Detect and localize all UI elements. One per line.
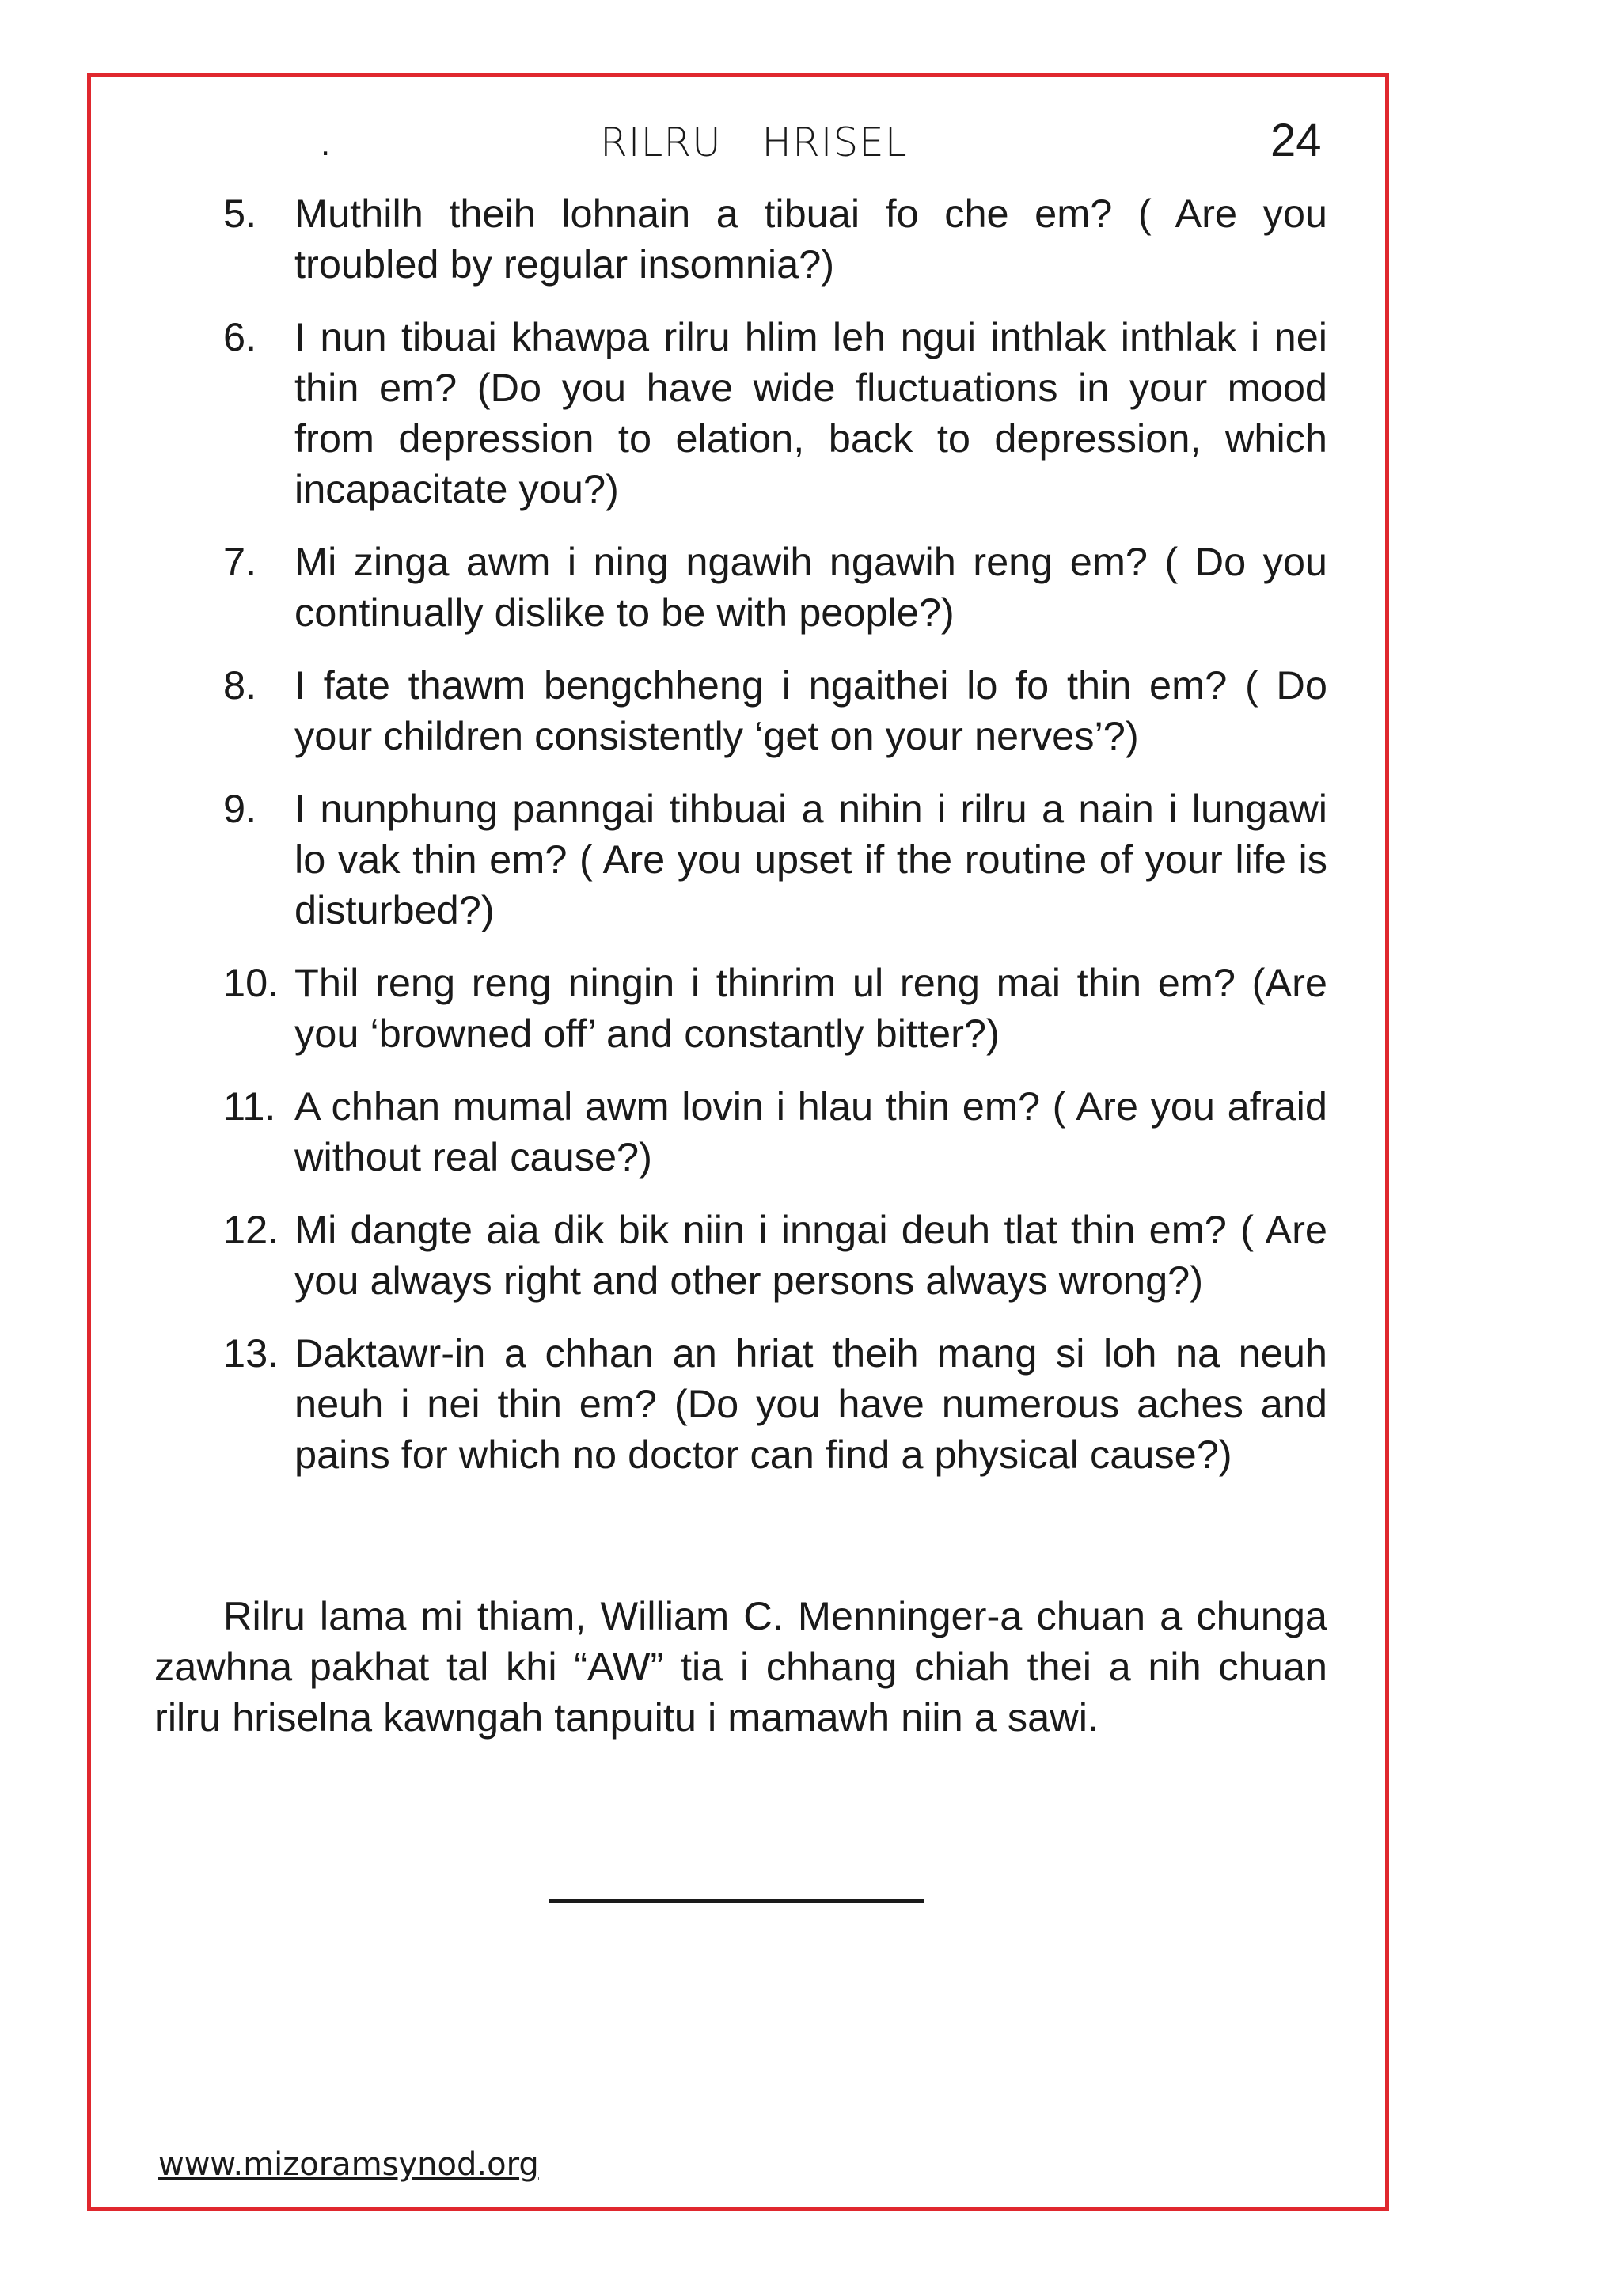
question-number: 13. — [223, 1330, 279, 1376]
question-text: Mi dangte aia dik bik niin i inngai deuh tlat thin em? ( Are you always right and other persons always wrong?) — [294, 1207, 1327, 1303]
question-item-12 — [223, 1205, 1327, 1306]
closing-paragraph: Rilru lama mi thiam, William C. Menninger-a chuan a chunga zawhna pakhat tal khi “AW” tia i chhang chiah thei a nih chuan rilru hriselna kawngah tanpuitu i mamawh niin a sawi. — [154, 1593, 1327, 1740]
question-number: 10. — [223, 960, 279, 1005]
section-separator-line — [549, 1899, 924, 1903]
question-text: I fate thawm bengchheng i ngaithei lo fo thin em? ( Do your children consistently ‘get on your nerves’?) — [294, 662, 1327, 758]
question-list — [223, 188, 1327, 1502]
question-item-11 — [223, 1081, 1327, 1182]
question-item-9 — [223, 784, 1327, 935]
website-link[interactable]: www.mizoramsynod.org — [158, 2146, 539, 2183]
page-number: 24 — [1270, 115, 1322, 166]
header-dot: . — [321, 124, 331, 163]
question-item-7 — [223, 537, 1327, 638]
question-text: Mi zinga awm i ning ngawih ngawih reng em? ( Do you continually dislike to be with people?) — [294, 539, 1327, 635]
question-item-6 — [223, 312, 1327, 514]
question-text: Thil reng reng ningin i thinrim ul reng mai thin em? (Are you ‘browned off’ and constantly bitter?) — [294, 960, 1327, 1056]
question-item-10 — [223, 958, 1327, 1059]
question-text: A chhan mumal awm lovin i hlau thin em? ( Are you afraid without real cause?) — [294, 1083, 1327, 1179]
question-number: 6. — [223, 314, 257, 359]
question-number: 11. — [223, 1083, 276, 1129]
question-text: Muthilh theih lohnain a tibuai fo che em? ( Are you troubled by regular insomnia?) — [294, 191, 1327, 287]
question-number: 12. — [223, 1207, 279, 1252]
question-number: 8. — [223, 662, 257, 708]
question-number: 5. — [223, 191, 257, 236]
question-text: Daktawr-in a chhan an hriat theih mang si loh na neuh neuh i nei thin em? (Do you have numerous aches and pains for which no doctor can find a physical cause?) — [294, 1330, 1327, 1477]
running-title: RILRU HRISEL — [600, 120, 908, 165]
question-text: I nun tibuai khawpa rilru hlim leh ngui inthlak inthlak i nei thin em? (Do you have wide fluctuations in your mood from depression to elation, back to depression, which incapacitate you?) — [294, 314, 1327, 511]
question-item-5 — [223, 188, 1327, 290]
question-item-8 — [223, 660, 1327, 761]
question-item-13 — [223, 1328, 1327, 1480]
question-text: I nunphung panngai tihbuai a nihin i rilru a nain i lungawi lo vak thin em? ( Are you upset if the routine of your life is disturbed?) — [294, 786, 1327, 932]
question-number: 7. — [223, 539, 257, 584]
question-number: 9. — [223, 786, 257, 831]
